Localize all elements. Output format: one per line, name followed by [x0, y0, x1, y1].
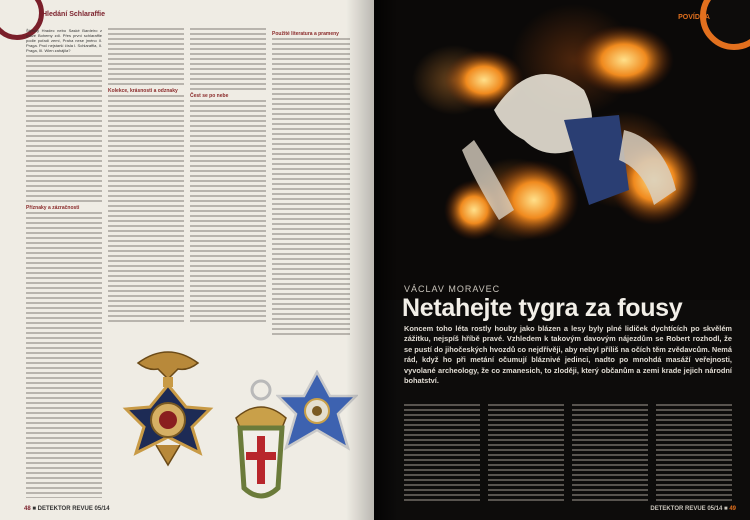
medal-eagle-icon	[118, 345, 218, 495]
body-text	[404, 404, 480, 501]
right-page-number: 49	[729, 506, 736, 512]
left-page	[0, 0, 374, 520]
article-column-2	[108, 28, 184, 328]
body-column-1	[404, 404, 480, 504]
article-column-4	[272, 28, 350, 343]
body-text	[26, 55, 102, 202]
article-column-1	[26, 28, 102, 498]
bibliography-text	[272, 38, 350, 335]
figure-in-flames-illustration	[414, 20, 714, 280]
body-text	[572, 404, 648, 501]
article-body	[404, 404, 732, 504]
right-page	[374, 0, 750, 520]
body-text	[108, 28, 184, 85]
gutter-shadow	[346, 0, 374, 520]
left-page-number: 48	[24, 506, 31, 512]
right-magazine-name: DETEKTOR REVUE 05/14	[650, 506, 723, 512]
column-1-heading: Příznaky a zázračnosti	[26, 205, 80, 211]
body-text	[656, 404, 732, 501]
body-column-2	[488, 404, 564, 504]
article-lead: Koncem toho léta rostly houby jako blázen a lesy byly plné lidiček dychtících po skvělém zážitku, nejspíš hříbě pravé. Vzhledem k takovým davovým nájezdům se Robert rozhodl, že se pustí do jihočeských hvozdů co nejdřívěji, aby nebyl příliš na očích těm zvědavcům. Nemá rád, když ho při metání očumují bláznivé jedinci, nadto po mnohdá masáží veřejnosti, vyvolané archeology, že co zmanesich, to zloději, který občanům a zemi krade jejich národní bohatství.	[404, 324, 732, 386]
gutter-shadow	[374, 0, 398, 520]
article-column-3	[190, 28, 266, 328]
author-byline: VÁCLAV MORAVEC	[404, 284, 501, 294]
left-section-label: Hledání Schlaraffie	[42, 11, 106, 18]
left-magazine-name: DETEKTOR REVUE 05/14	[37, 506, 110, 512]
body-column-3	[572, 404, 648, 504]
right-folio: DETEKTOR REVUE 05/14 ■ 49	[650, 506, 736, 512]
body-text	[190, 100, 266, 322]
right-section-label: POVÍDKA	[678, 14, 710, 21]
body-text	[26, 212, 102, 498]
column-2-heading: Kolekce, krásnosti a odznaky	[108, 88, 178, 94]
body-column-4	[656, 404, 732, 504]
column-4-heading: Použité literatura a prameny	[272, 31, 339, 37]
column-3-heading: Čest se po nebe	[190, 93, 229, 99]
body-text	[108, 95, 184, 322]
column-1-text: Štýrský Hradec nebo Saské Bardeiro z pravé Bohemy zdi. Přes první schlaraffie podle pořadí zemí, Praha nese jméno II. Praga. Proč nejstarší čísla I. Schlaraffia, II. Praga, III. Wien zahájila?	[26, 28, 102, 53]
body-text	[488, 404, 564, 501]
left-folio: 48 ■ DETEKTOR REVUE 05/14	[24, 506, 110, 512]
article-headline: Netahejte tygra za fousy	[402, 294, 683, 322]
body-text	[190, 28, 266, 90]
